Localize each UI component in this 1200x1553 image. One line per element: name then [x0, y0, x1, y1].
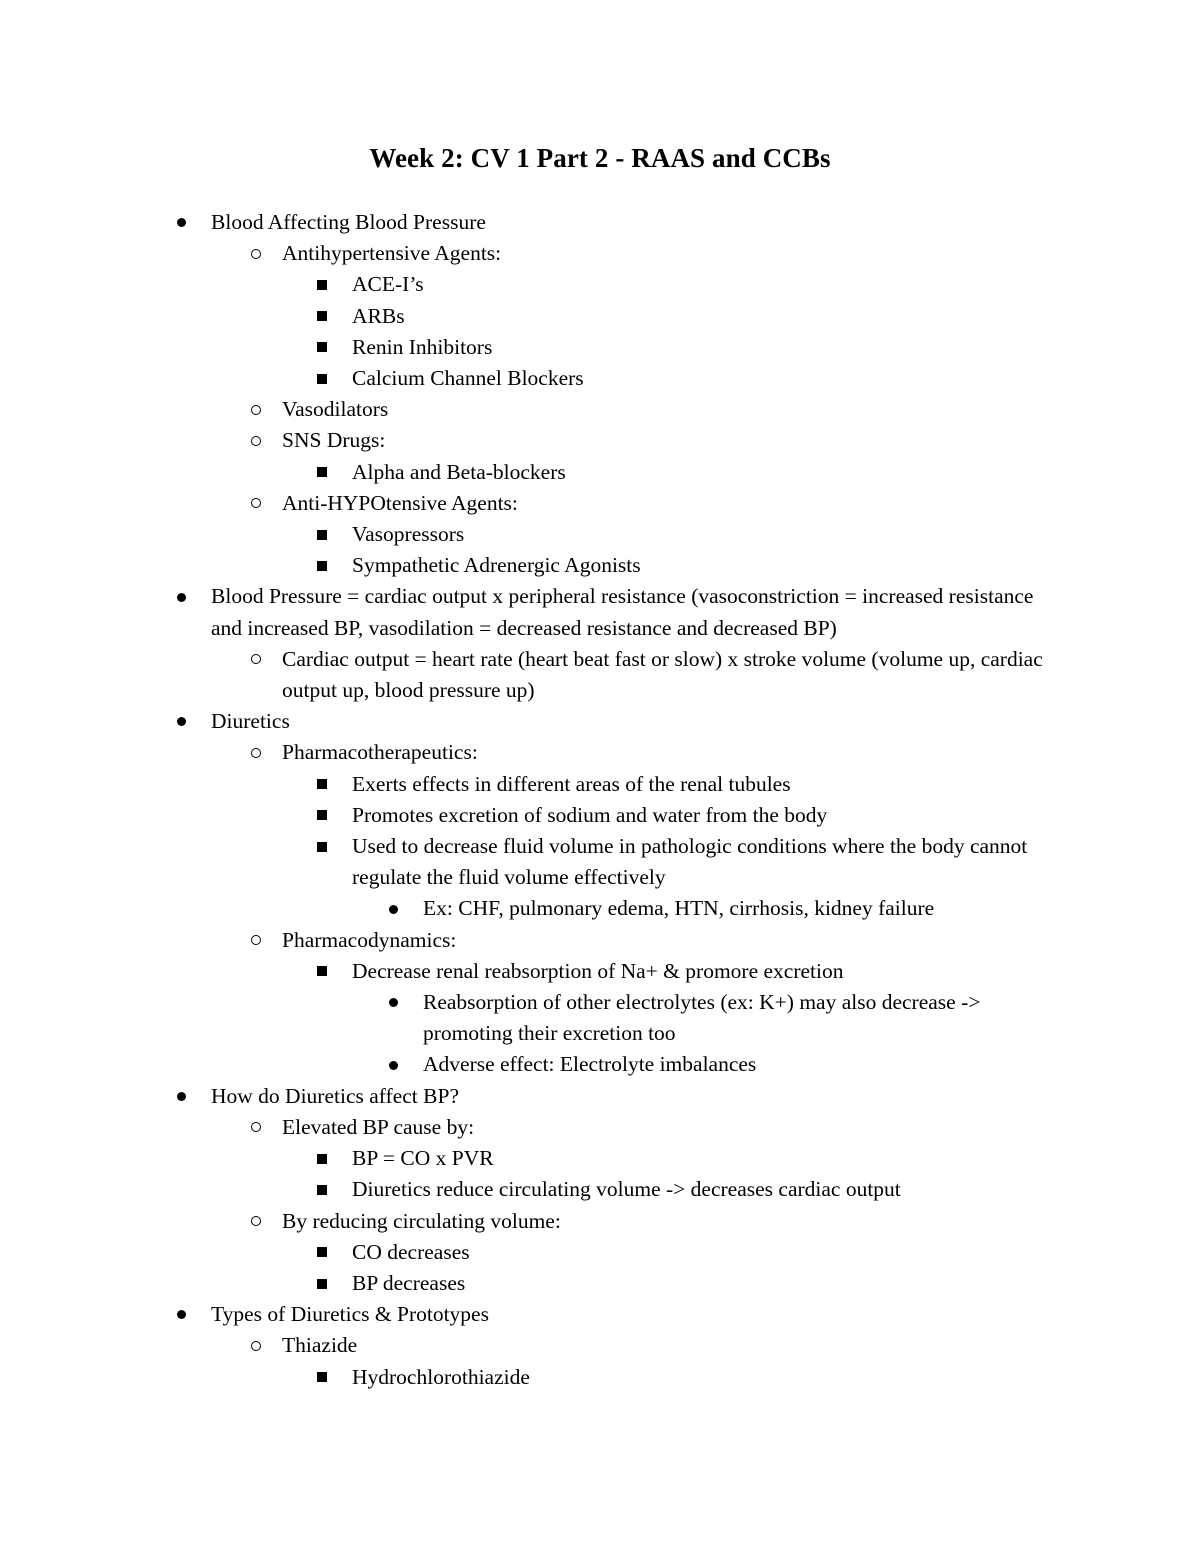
- list-item-text: Diuretics reduce circulating volume -> decreases cardiac output: [352, 1177, 901, 1202]
- square-bullet-icon: [312, 519, 332, 550]
- list-item-text: Cardiac output = heart rate (heart beat fast or slow) x stroke volume (volume up, cardiac output up, blood pressure up): [282, 646, 1043, 703]
- list-item-text: Alpha and Beta-blockers: [352, 459, 566, 484]
- list-item-text: Reabsorption of other electrolytes (ex: K+) may also decrease -> promoting their excretion too: [423, 990, 981, 1046]
- square-bullet-icon: [312, 1174, 332, 1205]
- hollow-circle-bullet-icon: [246, 488, 266, 519]
- list-item-text: By reducing circulating volume:: [282, 1208, 561, 1233]
- list-item-text: Renin Inhibitors: [352, 334, 493, 359]
- filled-bullet-icon: [171, 207, 191, 238]
- list-item: [352, 1362, 1042, 1393]
- filled-bullet-icon: [171, 706, 191, 737]
- list-item: [282, 644, 1052, 706]
- list-item: [282, 1330, 1052, 1361]
- list-item: [423, 1049, 1043, 1080]
- list-item: [352, 301, 1042, 332]
- list-item: [282, 238, 1052, 269]
- hollow-circle-bullet-icon: [246, 1330, 266, 1361]
- list-item: [423, 893, 1043, 924]
- filled-bullet-icon: [383, 893, 403, 924]
- list-item-text: Antihypertensive Agents:: [282, 241, 502, 266]
- list-item: [352, 332, 1042, 363]
- list-item: [282, 925, 1052, 956]
- square-bullet-icon: [312, 550, 332, 581]
- list-item-text: Blood Affecting Blood Pressure: [211, 210, 486, 234]
- list-item-text: Calcium Channel Blockers: [352, 366, 584, 391]
- list-item-text: Anti-HYPOtensive Agents:: [282, 490, 518, 515]
- list-item: [352, 956, 1042, 987]
- list-item-text: Exerts effects in different areas of the renal tubules: [352, 771, 791, 796]
- hollow-circle-bullet-icon: [246, 737, 266, 768]
- hollow-circle-bullet-icon: [246, 644, 266, 675]
- square-bullet-icon: [312, 1143, 332, 1174]
- list-item: [211, 1299, 1041, 1330]
- list-item: [352, 1237, 1042, 1268]
- square-bullet-icon: [312, 269, 332, 300]
- list-item-text: Decrease renal reabsorption of Na+ & promore excretion: [352, 958, 844, 983]
- hollow-circle-bullet-icon: [246, 1206, 266, 1237]
- square-bullet-icon: [312, 800, 332, 831]
- list-item-text: Adverse effect: Electrolyte imbalances: [423, 1052, 757, 1077]
- list-item-text: ACE-I’s: [352, 272, 424, 297]
- filled-bullet-icon: [383, 1049, 403, 1080]
- list-item: [282, 1206, 1052, 1237]
- square-bullet-icon: [312, 831, 332, 862]
- square-bullet-icon: [312, 769, 332, 800]
- square-bullet-icon: [312, 332, 332, 363]
- list-item: [211, 207, 1041, 238]
- hollow-circle-bullet-icon: [246, 425, 266, 456]
- list-item-text: BP decreases: [352, 1270, 466, 1295]
- filled-bullet-icon: [171, 581, 191, 612]
- list-item: [211, 1081, 1041, 1112]
- list-item: [423, 987, 1043, 1049]
- list-item: [211, 706, 1041, 737]
- list-item-text: BP = CO x PVR: [352, 1146, 494, 1171]
- list-item: [352, 800, 1042, 831]
- list-item-text: Thiazide: [282, 1333, 358, 1358]
- square-bullet-icon: [312, 1237, 332, 1268]
- list-item: [352, 457, 1042, 488]
- list-item-text: ARBs: [352, 303, 405, 328]
- list-item: [352, 1268, 1042, 1299]
- square-bullet-icon: [312, 301, 332, 332]
- list-item-text: Pharmacodynamics:: [282, 927, 457, 952]
- list-item-text: Pharmacotherapeutics:: [282, 740, 478, 765]
- filled-bullet-icon: [171, 1081, 191, 1112]
- list-item-text: Ex: CHF, pulmonary edema, HTN, cirrhosis, kidney failure: [423, 896, 935, 921]
- list-item: [352, 550, 1042, 581]
- list-item: [352, 1143, 1042, 1174]
- list-item-text: SNS Drugs:: [282, 428, 386, 453]
- list-item: [211, 581, 1041, 643]
- list-item: [352, 519, 1042, 550]
- list-item-text: Sympathetic Adrenergic Agonists: [352, 553, 641, 578]
- document-title: Week 2: CV 1 Part 2 - RAAS and CCBs: [369, 143, 831, 173]
- filled-bullet-icon: [383, 987, 403, 1018]
- list-item-text: Promotes excretion of sodium and water from the body: [352, 802, 828, 827]
- list-item: [352, 769, 1042, 800]
- square-bullet-icon: [312, 363, 332, 394]
- list-item-text: CO decreases: [352, 1239, 470, 1264]
- list-item-text: Types of Diuretics & Prototypes: [211, 1302, 489, 1327]
- list-item: [282, 488, 1052, 519]
- hollow-circle-bullet-icon: [246, 238, 266, 269]
- list-item: [352, 269, 1042, 300]
- hollow-circle-bullet-icon: [246, 394, 266, 425]
- list-item-text: How do Diuretics affect BP?: [211, 1083, 459, 1108]
- square-bullet-icon: [312, 1362, 332, 1393]
- list-item-text: Hydrochlorothiazide: [352, 1364, 530, 1389]
- list-item-text: Vasopressors: [352, 522, 465, 547]
- list-item: [282, 737, 1052, 768]
- list-item-text: Elevated BP cause by:: [282, 1114, 475, 1139]
- list-item: [352, 1174, 1042, 1205]
- square-bullet-icon: [312, 1268, 332, 1299]
- square-bullet-icon: [312, 956, 332, 987]
- list-item-text: Used to decrease fluid volume in pathologic conditions where the body cannot regulate the fluid volume effectively: [352, 834, 1028, 890]
- list-item-text: Vasodilators: [282, 397, 389, 422]
- list-item: [352, 831, 1042, 893]
- hollow-circle-bullet-icon: [246, 1112, 266, 1143]
- filled-bullet-icon: [171, 1299, 191, 1330]
- list-item: [282, 1112, 1052, 1143]
- list-item-text: Diuretics: [211, 709, 290, 734]
- bullet-outline: [0, 207, 1200, 1393]
- square-bullet-icon: [312, 457, 332, 488]
- hollow-circle-bullet-icon: [246, 925, 266, 956]
- list-item: [282, 425, 1052, 456]
- list-item: [352, 363, 1042, 394]
- list-item: [282, 394, 1052, 425]
- list-item-text: Blood Pressure = cardiac output x peripheral resistance (vasoconstriction = increased resistance and increased BP, vasodilation = decreased resistance and decreased BP): [211, 584, 1034, 640]
